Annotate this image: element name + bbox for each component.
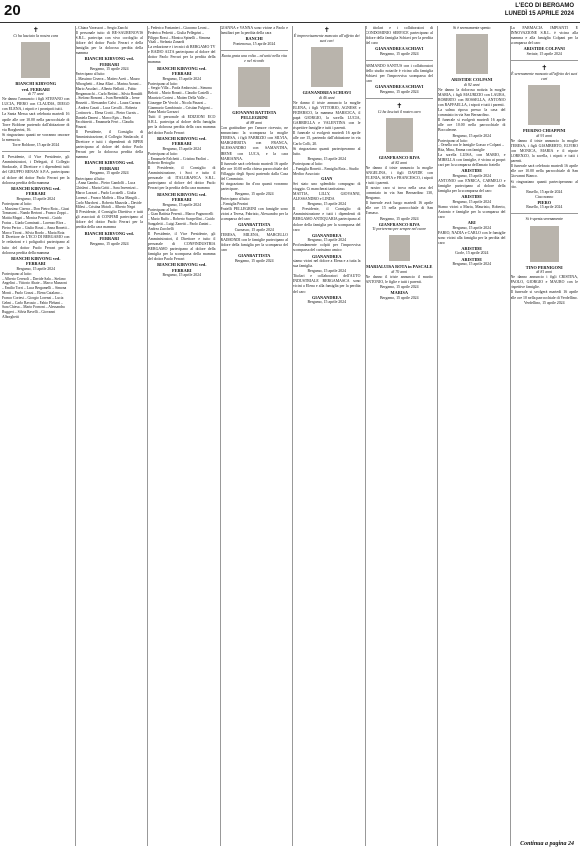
masthead: [505, 2, 574, 18]
obituary-column: [75, 26, 144, 846]
notice-intro: di 91 anni: [536, 133, 553, 138]
notice-text: ANTONIO con ENRICA, CARMELO e famiglie partecipano al dolore della famiglia per la scomparsa del caro: [438, 178, 506, 194]
notice-text: Il Presidente, il Consiglio di Amministrazione, i Soci e tutto il personale di ITALGRAFICA S.R.L. partecipano al dolore del dottor Paolo Ferrari per la perdita della cara mamma: [148, 166, 216, 191]
notice-text: La sorella LUISA, con MARIO, e MIRELLA con famiglie, è vicina ai propri cari per la scomparsa dell'amato fratello: [438, 153, 506, 168]
mourners-list: Partecipano al lutto:: [148, 151, 178, 156]
deceased-name: GIOVANNI BATTISTA PELLEGRINI: [232, 109, 277, 121]
notice-text: Il funerale sarà celebrato martedì 16 aprile alle ore 10.00 nella chiesa parrocchiale del Villaggio degli Sposi partendo dalla Casa del Commiato.: [220, 161, 288, 181]
notice-text: Il Presidente, il Consiglio di Amministrazione, il Collegio Sindacale, il Direttore e tutti i dipendenti di BPER partecipano al dolore del dottor Paolo Ferrari per la dolorosa perdita della mamma: [75, 129, 143, 160]
mourners-list: – Anna Gamba – Pietro Gandolfi – Luca Ghisleni – Marta Gritti – Sara Invernizzi – Marco Lazzari – Paolo Locatelli – Giulia Lorenzi – Franco Maffeis – Elisa Mangili – Carlo Marchesi – Roberta Mazzola – Davide Milesi – Cristina Moioli – Alberto Negri: [75, 181, 142, 210]
notice-intro: È serenamente mancato all'affetto dei suoi cari: [511, 71, 578, 82]
portrait-photo: [238, 67, 270, 107]
notice-text: Il Presidente, il Consiglio di Amministrazione e tutti i dipendenti di BERGAMO ANTIQUARIA partecipano al dolore della famiglia per la scomparsa del caro: [293, 207, 361, 232]
notice-text: Il funerale si svolgerà martedì 16 aprile alle ore 10 nella parrocchiale di Verdellino.: [510, 290, 578, 300]
cross-icon: ✝: [32, 26, 39, 34]
deceased-name: BIANCHI KIRVONG ved. FERRARI: [84, 160, 134, 171]
deceased-name: GIAN: [321, 176, 333, 182]
deceased-name: GIANANDREA: [311, 294, 342, 300]
deceased-name: GIANANDREA: [311, 253, 342, 259]
place-date: Bergamo, 15 aprile 2024: [452, 173, 492, 178]
deceased-name: BIANCHI KIRVONG ved. FERRARI: [157, 135, 207, 147]
deceased-name: MARISA: [390, 290, 408, 296]
place-date: Bergamo, 15 aprile 2024: [89, 171, 129, 176]
place-date: Pontenossa, 15 aprile 2024: [233, 41, 276, 46]
deceased-name: ARISTIDE: [461, 245, 483, 251]
mourners-list: Partecipano al lutto:: [293, 161, 323, 166]
mourners-list: Partecipano al lutto:: [2, 201, 32, 206]
mourners-list: Partecipano al lutto:: [220, 197, 251, 202]
place-date: Bergamo, 15 aprile 2024: [379, 89, 419, 94]
mourners-list: Partecipano al lutto:: [148, 207, 178, 212]
portrait-photo: [456, 34, 488, 74]
mourners-list: – Massimo Ciserra – Matteo Aceti – Mauro Alborghetti – Alma Allari – Marina Arzani – Mario Assolari – Alberto Bellotti – Fabio Bergamaschi – Carlo Bettini – Silvia Bonaldi – Stefano Bonomi – Ivan Brembilla – Irene Brusetti – Alessandro Calvi – Laura Carrara – Andrea Casati – Luca Cavalli – Roberta Cortinovis – Elena Crotti – Pietro Curnis – Daniela Danesi – Marco Epis – Paolo Facchinetti – Emanuela Ferri – Claudia Finazzi: [75, 77, 143, 130]
portrait-photo: [530, 226, 559, 262]
notice-intro: di 81 anni: [536, 270, 553, 275]
notice-text: Il Presidente, il Vice Presidente, gli Amministratori, i Delegati, il Collegio Sindacale, il Direttore e i dipendenti tutti del GRUPPO RENAN S.P.A. partecipano al dolore del dottor Paolo Ferrari per la dolorosa perdita della mamma: [2, 155, 70, 185]
place-date: Bergamo, 15 aprile 2024: [452, 133, 492, 138]
header-rule: [0, 22, 580, 23]
notice-text: La salma riposa presso la casa del commiato in via San Bernardino.: [438, 108, 506, 118]
obituary-column: [220, 26, 289, 846]
notice-text: Il Presidente, il Consiglio Direttivo e tutti gli associati di CONFIMI partecipano al dolore del dottor Paolo Ferrari per la perdita della cara mamma: [75, 210, 143, 230]
notice-separator: [511, 213, 579, 214]
notice-text: La redazione e i tecnici di BERGAMO TV e RADIO ALTA partecipano al dolore del dottor Paolo Ferrari per la perdita della mamma: [148, 45, 216, 65]
notice-text: Ne danno il triste annuncio la moglie ANGELINA, i figli DAVIDE con YLENIA, SOFIA e FRANCESCO, i nipoti e tutti i parenti.: [365, 165, 433, 185]
notice-text: GIANNA e VANNA sono vicine a Paolo e familiari per la perdita della cara: [220, 26, 288, 36]
deceased-name: ARISTIDE: [461, 256, 483, 262]
notice-text: Profondamente colpiti per l'improvvisa scomparsa del carissimo amico: [293, 243, 361, 253]
place-date: Bergamo, 15 aprile 2024: [162, 146, 202, 151]
portrait-photo: [528, 85, 560, 125]
cross-icon: ✝: [323, 26, 330, 34]
place-date: Bergamo, 15 aprile 2024: [162, 202, 202, 207]
place-date: Si è spenta serenamente: [525, 217, 563, 222]
place-date: Bergamo, 15 aprile 2024: [234, 258, 274, 263]
deceased-name: GIANANDREA SCHIAVI: [302, 90, 351, 96]
obituary-column: [510, 26, 579, 846]
place-date: Bergamo, 15 aprile 2024: [307, 202, 347, 207]
place-date: Gorle, 15 aprile 2024: [455, 251, 489, 256]
deceased-name: GIANBATTISTA: [238, 253, 271, 259]
obituary-column: [147, 26, 216, 846]
notice-text: La Santa Messa sarà celebrata martedì 16 aprile alle ore 10.00 nella parrocchiale di Torre Boldone partendo dall'abitazione di via Borgherini, 16.: [2, 112, 70, 132]
notice-text: ARMANDO SANTUS con i collaboratori dello studio notarile è vicino alla famiglia Schiavi per l'improvvisa scomparsa del caro: [365, 63, 433, 84]
deceased-name: GIANBATTISTA: [238, 222, 271, 228]
place-date: Bergamo, 15 aprile 2024: [379, 216, 419, 221]
deceased-name: ARI: [467, 220, 476, 226]
deceased-name: ARISTIDE: [461, 194, 483, 200]
place-date: Rasello, 15 aprile 2024: [526, 189, 563, 194]
portrait-photo: [311, 47, 343, 87]
place-date: Bergamo, 15 aprile 2024: [452, 199, 492, 204]
mourners-list: Partecipano al lutto:: [75, 176, 106, 181]
deceased-name: PIERINO CHIAPPINI: [523, 128, 566, 134]
deceased-name: GIANANDREA SCHIAVI: [375, 84, 424, 90]
notice-text: Ne danno il triste annuncio la moglie TERESA, i figli GIAMBERTO, ELVIRO con MONICA, MARIA e il nipote LORENZO, la sorella, i nipoti e tutti i parenti.: [510, 138, 578, 164]
deceased-name: BIANCHI KIRVONG: [15, 81, 57, 87]
place-date: Bergamo, 15 aprile 2024: [379, 51, 419, 56]
deceased-name: ARISTIDE COLPANI: [523, 46, 565, 52]
portrait-photo: [389, 235, 410, 261]
notice-text: Tutti il personale di EDIZIONI ECO S.R.L. partecipa al dolore della famiglia per la dolorosa perdita della cara mamma del dottor Paolo Ferrari: [148, 115, 216, 135]
mourners-list: – Gian Battista Pesenti – Marco Pagnoncelli – Mario Ruffo – Roberto Scarpellini – Guido Sangaletti – Luigi Zanetti – Paolo Zanini – Andrea Zucchelli: [148, 212, 215, 231]
notice-text: Il funerale si svolgerà martedì 16 aprile alle ore 15, partendo dall'abitazione in via Carlo Colli, 20.: [293, 131, 361, 146]
deceased-name: MARIALUISA ROTA in PASCALE: [366, 264, 433, 270]
mourners-list: – Emanuele Falchetti – Cristina Paolini – Roberto Bertoglio: [148, 156, 209, 166]
deceased-name: TINO PERNIGONI: [525, 264, 563, 270]
notice-text: Il nostro caro si trova nella casa del commiato in via San Bernardino 130, Bergamo.: [365, 186, 433, 201]
notice-text: Il funerale avrà luogo martedì 16 aprile alle ore 15 nella parrocchiale di San Tomaso.: [365, 201, 433, 216]
deceased-name: ved. FERRARI: [21, 86, 50, 92]
portrait-photo: [386, 118, 413, 152]
obituary-column: [2, 26, 70, 846]
notice-text: siamo vicini nel dolore a Elena e a tutta la sua famiglia.: [293, 259, 361, 269]
mourners-list: – Alberto Ceresoli – Davide Sala – Stefano Angelini – Vittorio Abate – Marco Manzoni – Emilio Torri – Luca Bergamelli – Simona Monti – Paolo Grassi – Elena Catalano – Franco Cortesi – Giorgio Lorenzi – Lucia Gelmi – Carlo Ravasio – Fabio Plebani – Sara Chiesa – Mario Fornoni – Alessandra Ruggeri – Silvia Ravelli – Giovanni Alborghetti: [2, 276, 67, 319]
notice-text: Ne danno la dolorosa notizia la moglie MARIA, i figli MAURIZIO con LAURA, ROBERTO con ROSSELLA, ANTONIO con RAFFAELLA, i nipoti e tutti i parenti.: [438, 87, 506, 107]
notice-text: Sei stato uno splendido compagno di viaggio. Ci mancherai tantissimo.: [293, 181, 361, 191]
place-date: Bergamo, 15 aprile 2024: [89, 67, 129, 72]
notice-text: Il Presidente, il Vice Presidente, gli Amministratori, il Direttore e tutto il personale di CONFINDUSTRIA BERGAMO partecipano al dolore della famiglia per la scomparsa della mamma del dottor Paolo Ferrari: [148, 231, 216, 262]
notice-text: Si ringraziano fin d'ora quanti vorranno partecipare.: [220, 182, 288, 192]
notice-separator: [2, 151, 70, 152]
notice-text: I titolari e i collaboratori di CONDOMINIO SERVICE partecipano al dolore della famiglia Schiavi per la perdita del caro: [365, 26, 433, 46]
notice-text: Il funerale sarà celebrato martedì 16 aprile alle ore 10.00 nella parrocchiale di San Giovanni Bianco.: [510, 164, 578, 179]
mourners-list: Partecipano al lutto:: [438, 138, 468, 143]
notice-separator: [221, 50, 289, 51]
mourners-list: – Ornella con le famiglie Grasso e Colpani – Rita, Mina, Emma con famiglie: [438, 143, 504, 153]
notice-intro: di 82 anni: [391, 160, 408, 165]
place-date: Seriate, 15 aprile 2024: [526, 51, 562, 56]
notice-text: Titolari e collaboratori dell'AUTO INDUSTRIALE BERGAMASCA sono vicini a Elena e alla famiglia per la perdita del caro: [293, 274, 361, 294]
mourners-list: Partecipano al lutto:: [148, 81, 178, 86]
place-date: Bergamo, 15 aprile 2024: [452, 262, 492, 267]
place-date: Bergamo, 15 aprile 2024: [379, 285, 419, 290]
page-header: [0, 0, 580, 22]
deceased-name: BANCHI: [245, 36, 263, 42]
notice-text: Il funerale si svolgerà martedì 16 aprile alle ore 10.00 nella parrocchiale di Boccaleone.: [438, 118, 506, 133]
notice-intro: di 88 anni: [246, 120, 263, 125]
mourners-list: – Famiglia Pezzini: [220, 202, 249, 207]
notice-intro: di 92 anni: [463, 82, 480, 87]
deceased-name: ARISTIDE: [461, 168, 483, 174]
notice-text: FABIO, NADIA e CARLO con le famiglie sono vicini alla famiglia per la perdita del caro: [438, 230, 506, 245]
mourners-list: – Chiara Vavassori – Sergio Zanchi: [75, 26, 128, 30]
notice-text: Si ringraziano quanti parteciperanno al lutto.: [293, 146, 361, 156]
notice-text: Con gratitudine per l'amore ricevuto, ne annunciano la scomparsa la moglie TERESA, i figli FABRIZIO con SILVIA, MARGHERITA con FRANCA, ALESSANDRO con SAMANTHA, IRENE con LUCA, e la cara MARIANNA.: [220, 126, 288, 161]
continued-note: Continua a pagina 24: [520, 841, 574, 847]
place-date: Bergamo, 15 aprile 2024: [379, 295, 419, 300]
notice-text: TERESA, MILENA, MARCELLO RAIMONDI con le famiglie partecipano al dolore della famiglia per la scomparsa del caro: [220, 232, 288, 253]
place-date: Torre Boldone, 15 aprile 2024: [12, 143, 60, 148]
mourners-list: – Famiglia Bonetti – Famiglia Rota – Studio Medico Associato: [293, 166, 359, 176]
place-date: Bergamo, 15 aprile 2024: [89, 241, 129, 246]
deceased-name: GIANANDREA: [311, 232, 342, 238]
place-date: Bergamo, 15 aprile 2024: [234, 192, 274, 197]
place-date: Bergamo, 15 aprile 2024: [307, 156, 347, 161]
notice-intro: Ti porteremo per sempre nel cuore: [372, 227, 427, 232]
place-date: Bergamo, 15 aprile 2024: [162, 76, 202, 81]
place-date: Bergamo, 15 aprile 2024: [452, 225, 492, 230]
mourners-list: – Federico Fontanieri – Giacomo Leoni – Federica Pedretti – Giulia Pellegrini – Filippo Rossi – Monica Spinelli – Simona Vitali – Stefania Zanardi: [148, 26, 211, 45]
notice-separator: [511, 60, 579, 61]
place-date: Bergamo, 15 aprile 2024: [16, 266, 56, 271]
deceased-name: BIANCHI KIRVONG ved. FERRARI: [157, 191, 207, 203]
mourners-list: Partecipano al lutto:: [75, 72, 106, 77]
obituary-column: [292, 26, 361, 846]
newspaper-name: L'ECO DI BERGAMO: [515, 3, 574, 9]
mourners-list: Partecipano al lutto:: [2, 271, 32, 276]
notice-intro: di 46 anni: [318, 95, 335, 100]
notice-text: Siamo vicini a Maria, Maurizio, Roberto, Antonio e famiglie per la scomparsa del caro: [438, 204, 506, 219]
deceased-name: BIANCHI KIRVONG ved. FERRARI: [157, 65, 207, 77]
notice-intro: Ruota grata una volta – ed uniti nella vita e nel ricordo: [221, 53, 287, 63]
notice-intro: Ci ha lasciato la nostra cara: [13, 34, 59, 38]
mourners-list: – Sergio Villa – Paola Ambrosini – Simona Belotti – Mario Bonati – Claudio Castelli – Maurizio Cortesi – Matteo Della Valle – Giuseppe De Vecchi – Nicola Finazzi – Gianmario Gambirasio – Cristian Fulgoni – Anna Maria Gavazzi: [148, 86, 213, 115]
place-date: Si è serenamente spento: [453, 26, 491, 30]
place-date: Ciao nonno: [535, 194, 554, 199]
notice-text: Ne danno il triste annuncio il marito ANTONIO, le figlie e tutti i parenti.: [365, 274, 433, 284]
notice-text: MATTIA, LILLY, GIOVANNI, ALESSANDRO e LINDA: [293, 191, 361, 202]
notice-text: Si ringraziano quanti parteciperanno al rito.: [510, 179, 578, 189]
obituary-column: [437, 26, 506, 846]
notice-text: Il personale tutto di RE-SAURENOVIS S.R.L. partecipa con vivo cordoglio al dolore del dottor Paolo Ferrari e della famiglia per la dolorosa perdita della mamma: [75, 30, 143, 56]
deceased-name: GIANFRANCO RIVA: [378, 155, 420, 161]
deceased-name: BIANCHI KIRVONG ved. FERRARI: [11, 255, 61, 267]
page-number: 20: [4, 2, 21, 19]
deceased-name: ARISTIDE COLPANI: [451, 77, 493, 83]
obituary-column: [365, 26, 434, 846]
notice-separator: [366, 60, 434, 61]
notice-text: Fratelli PELLEGRINI con famiglie sono vicini a Teresa, Fabrizio, Alessandro per la scomparsa del caro: [220, 206, 288, 222]
place-date: Bergamo, 15 aprile 2024: [307, 238, 347, 243]
cross-icon: ✝: [541, 63, 548, 72]
notice-text: Ne danno annuncio i figli CRISTINA, PAOLO, GIORGIO e MAURO con le rispettive famiglie.: [510, 275, 578, 290]
place-date: Bergamo, 15 aprile 2024: [16, 196, 56, 201]
mourners-list: – Massimo Ciserra – Don Pietro Rota – Giusi Tomasoni – Nando Bertoni – Franco Zoppi – Mattia Magni – Monica Pesenti – Guido Fratus – Giada Carminati – Lorenzo Riva – Pietro Perico – Giulio Rossi – Anna Bonetti – Marco Tironi – Silvia Bordo – Maria Rota: [2, 206, 70, 235]
notice-text: Il Direttore de L'ECO DI BERGAMO con le redazioni e i poligrafici partecipano al lutto del dottor Paolo Ferrari per la dolorosa perdita della mamma: [2, 235, 70, 255]
notice-text: La FARMACIA IMPIANTI E INNOVAZIONE S.R.L. è vicina alla mamma e alla famiglia Colpani per la scomparsa del caro: [510, 26, 578, 46]
notice-intro: È improvvisamente mancato all'affetto dei suoi cari: [293, 34, 360, 44]
notice-intro: Ci ha lasciati il nostro caro: [377, 109, 421, 114]
deceased-name: BIANCHI KIRVONG ved. FERRARI: [84, 230, 134, 242]
place-date: Verdellino, 15 aprile 2024: [523, 300, 565, 305]
issue-date: LUNEDÌ 15 APRILE 2024: [504, 11, 574, 17]
cross-icon: ✝: [396, 101, 403, 110]
notice-text: Si ringraziano quanti ne vorranno onorare la memoria.: [2, 132, 70, 142]
notice-separator: [366, 98, 434, 99]
place-date: Bergamo, 15 aprile 2024: [307, 300, 347, 305]
notice-intro: di 77 anni: [27, 92, 44, 97]
notice-text: Ne danno l'annuncio i figli STEFANO con LUCIA, PIERO con CLAUDIA, DIEGO con ELENA, i nipoti e i pronipoti tutti.: [2, 97, 70, 112]
place-date: Bergamo, 15 aprile 2024: [307, 269, 347, 274]
place-date: Rasello, 15 aprile 2024: [526, 205, 563, 210]
notice-intro: di 70 anni: [391, 269, 408, 274]
place-date: Bergamo, 15 aprile 2024: [162, 273, 202, 278]
deceased-name: GIANANDREA SCHIAVI: [375, 46, 424, 52]
deceased-name: GIANFRANCO RIVA: [378, 221, 420, 227]
place-date: Curnasco, 15 aprile 2024: [234, 227, 274, 232]
deceased-name: BIANCHI KIRVONG ved. FERRARI: [84, 56, 134, 67]
notice-text: Ne danno il triste annuncio la moglie ELENA, i figli VITTORIO, AGNESE e FEDERICO, la mamma MARICICA, il papà GIORGIO, la sorella LUCIA, GABRIELLA e VALENTINA con le rispettive famiglie e tutti i parenti.: [293, 100, 361, 131]
deceased-name: PIERO: [537, 199, 552, 205]
deceased-name: BIANCHI KIRVONG ved. FERRARI: [11, 185, 61, 197]
deceased-name: BIANCHI KIRVONG ved. FERRARI: [157, 262, 207, 273]
portrait-photo: [21, 42, 50, 78]
